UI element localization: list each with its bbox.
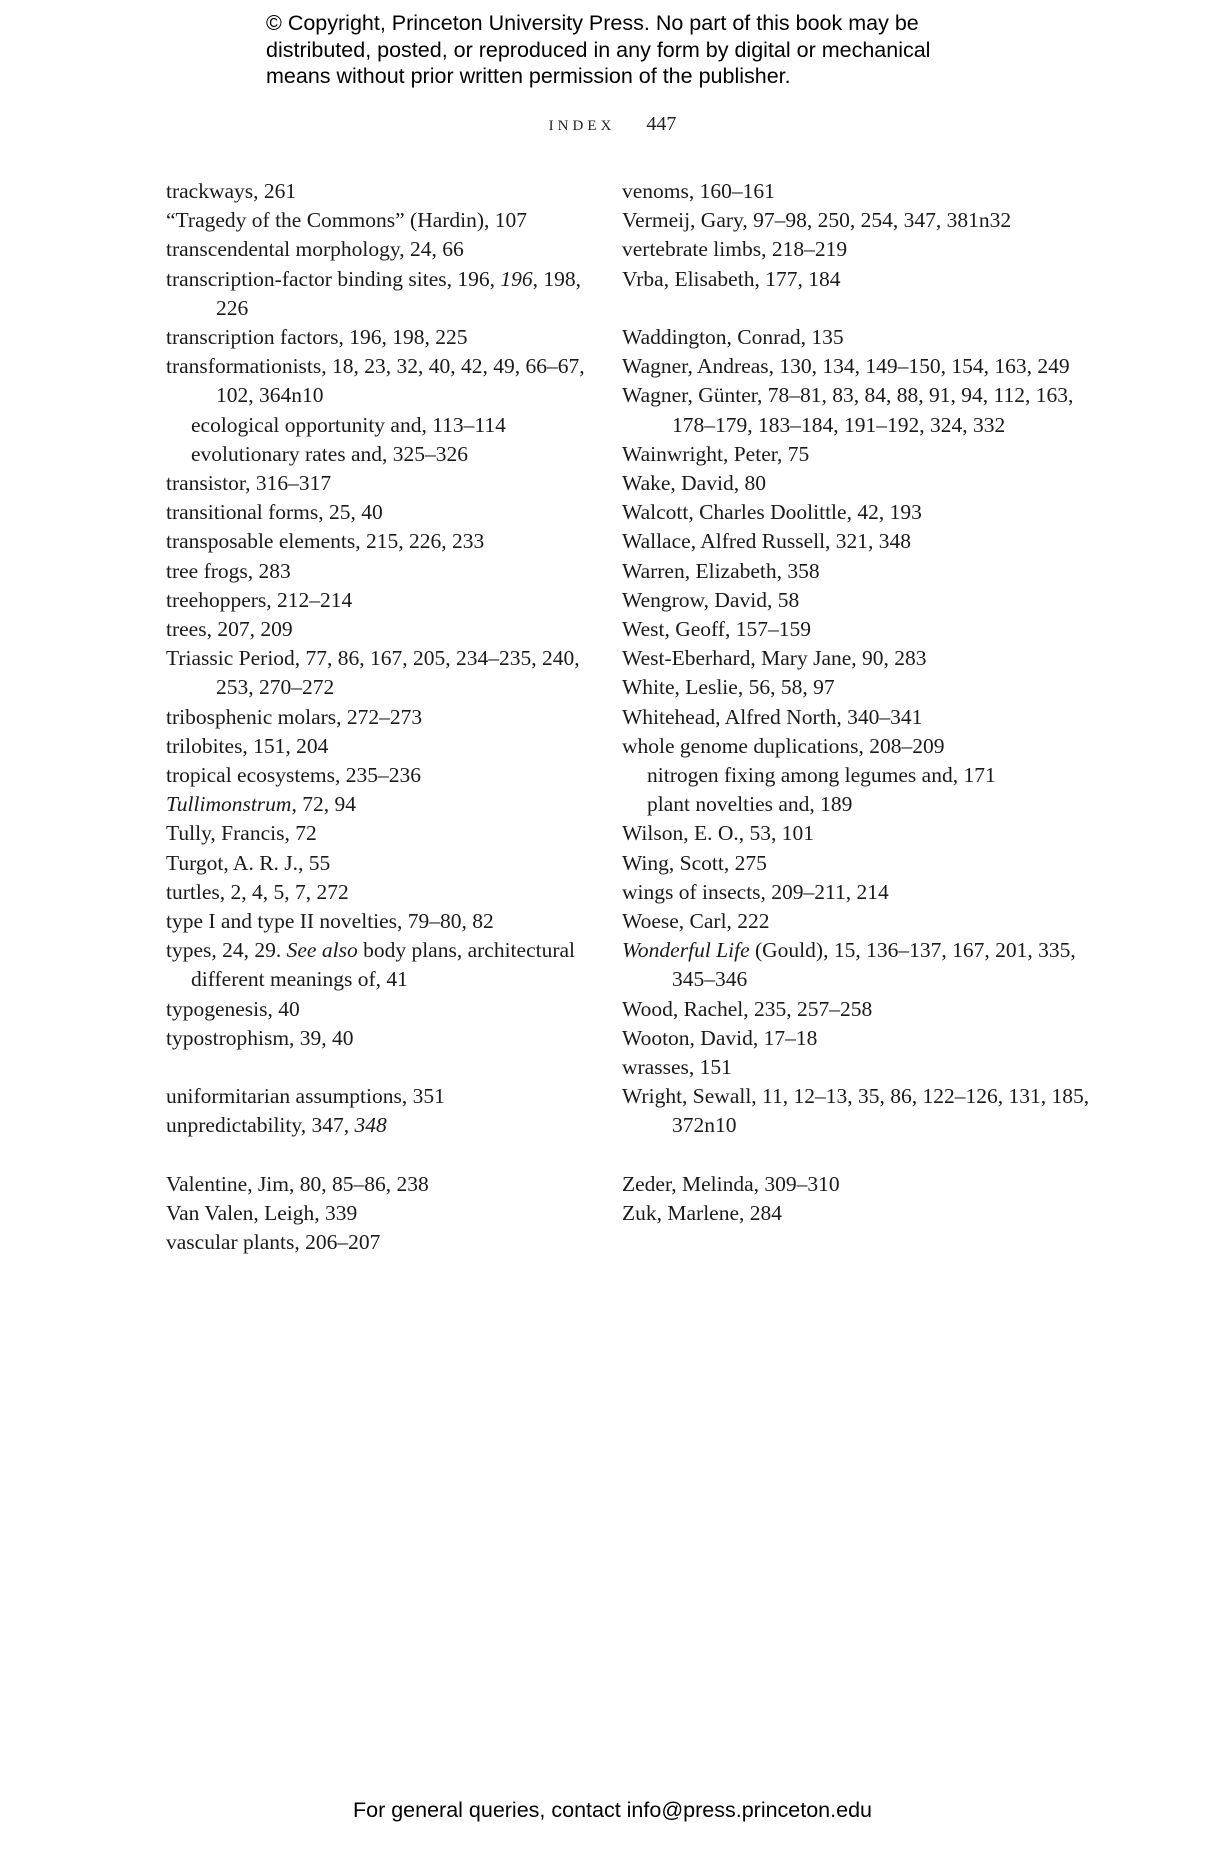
index-entry [622, 1024, 1092, 1053]
index-text: , 72, 94 [291, 792, 356, 817]
index-text: whole genome duplications, 208–209 [622, 733, 945, 758]
index-text: Wilson, E. O., 53, 101 [622, 821, 815, 846]
index-entry [622, 323, 1092, 352]
index-entry [622, 527, 1092, 556]
index-text: wings of insects, 209–211, 214 [622, 879, 889, 904]
index-text: body plans, architectural [357, 938, 576, 963]
letter-group-gap [622, 1141, 1092, 1170]
running-head [0, 113, 1225, 136]
index-entry [622, 849, 1092, 878]
index-text: tropical ecosystems, 235–236 [166, 763, 421, 788]
index-entry [166, 557, 606, 586]
index-entry [622, 644, 1092, 673]
index-entry [166, 1228, 606, 1257]
index-text: ecological opportunity and, 113–114 [191, 412, 506, 437]
index-entry [166, 819, 606, 848]
index-entry [622, 235, 1092, 264]
index-text: Wooton, David, 17–18 [622, 1025, 818, 1050]
index-text: Whitehead, Alfred North, 340–341 [622, 704, 923, 729]
index-entry [622, 557, 1092, 586]
index-entry [622, 265, 1092, 294]
index-text: Warren, Elizabeth, 358 [622, 558, 820, 583]
index-text: Valentine, Jim, 80, 85–86, 238 [166, 1171, 429, 1196]
index-entry [622, 732, 1092, 761]
index-text: nitrogen fixing among legumes and, 171 [647, 763, 996, 788]
index-entry [166, 527, 606, 556]
index-text: wrasses, 151 [622, 1055, 732, 1080]
index-entry [166, 235, 606, 264]
index-text: turtles, 2, 4, 5, 7, 272 [166, 879, 349, 904]
index-text: vascular plants, 206–207 [166, 1230, 381, 1255]
index-text: different meanings of, 41 [191, 967, 408, 992]
letter-group-gap [166, 1141, 606, 1170]
index-text-italic: See also [286, 938, 358, 963]
index-text: Wagner, Andreas, 130, 134, 149–150, 154, 163, 249 [622, 354, 1070, 379]
index-subentry [166, 965, 606, 994]
index-entry [166, 849, 606, 878]
index-entry [622, 381, 1092, 439]
index-entry [166, 790, 606, 819]
index-entry [622, 995, 1092, 1024]
index-entry [622, 936, 1092, 994]
index-text: transitional forms, 25, 40 [166, 500, 383, 525]
index-text: Walcott, Charles Doolittle, 42, 193 [622, 500, 922, 525]
index-text: Wainwright, Peter, 75 [622, 441, 810, 466]
footer-contact: For general queries, contact info@press.princeton.edu [352, 1798, 872, 1822]
index-subentry [622, 790, 1092, 819]
index-text: (Gould), 15, 136–137, 167, 201, 335, 345–346 [672, 938, 1076, 992]
index-entry [622, 673, 1092, 702]
index-text: transformationists, 18, 23, 32, 40, 42, 49, 66–67, 102, 364n10 [166, 354, 585, 408]
index-entry [166, 586, 606, 615]
index-entry [622, 498, 1092, 527]
index-text: Zuk, Marlene, 284 [622, 1201, 783, 1226]
index-text: Zeder, Melinda, 309–310 [622, 1171, 840, 1196]
index-entry [166, 352, 606, 410]
index-text: Van Valen, Leigh, 339 [166, 1201, 358, 1226]
index-entry [166, 732, 606, 761]
index-column-left [166, 177, 606, 1257]
index-text: type I and type II novelties, 79–80, 82 [166, 909, 494, 934]
index-text: trackways, 261 [166, 179, 297, 203]
index-entry [166, 936, 606, 965]
index-entry [166, 1082, 606, 1111]
index-entry [622, 1082, 1092, 1140]
index-entry [166, 323, 606, 352]
index-subentry [622, 761, 1092, 790]
index-entry [166, 265, 606, 323]
index-text: transcendental morphology, 24, 66 [166, 237, 464, 262]
index-text: treehoppers, 212–214 [166, 587, 353, 612]
index-entry [166, 1024, 606, 1053]
index-entry [622, 440, 1092, 469]
index-text: Wallace, Alfred Russell, 321, 348 [622, 529, 912, 554]
index-text: evolutionary rates and, 325–326 [191, 441, 469, 466]
index-text: transcription-factor binding sites, 196, [166, 266, 501, 291]
index-entry [622, 206, 1092, 235]
index-text: tree frogs, 283 [166, 558, 291, 583]
index-entry [166, 644, 606, 702]
index-text: plant novelties and, 189 [647, 792, 853, 817]
index-entry [166, 1111, 606, 1140]
index-text: “Tragedy of the Commons” (Hardin), 107 [166, 208, 528, 233]
index-text: Wood, Rachel, 235, 257–258 [622, 996, 873, 1021]
index-entry [166, 1170, 606, 1199]
page-number: 447 [646, 113, 677, 135]
index-entry [166, 177, 606, 206]
index-text: Vermeij, Gary, 97–98, 250, 254, 347, 381n32 [622, 208, 1012, 233]
running-head-label: INDEX [548, 118, 616, 134]
index-text: venoms, 160–161 [622, 179, 775, 203]
index-column-right [622, 177, 1092, 1228]
index-entry [622, 177, 1092, 206]
index-text: Wengrow, David, 58 [622, 587, 800, 612]
index-text: types, 24, 29. [166, 938, 287, 963]
index-text: West, Geoff, 157–159 [622, 617, 811, 642]
index-entry [622, 615, 1092, 644]
index-text: Turgot, A. R. J., 55 [166, 850, 331, 875]
index-entry [166, 703, 606, 732]
index-text: uniformitarian assumptions, 351 [166, 1084, 445, 1109]
index-text: typogenesis, 40 [166, 996, 300, 1021]
index-entry [622, 469, 1092, 498]
index-entry [622, 878, 1092, 907]
index-text: trilobites, 151, 204 [166, 733, 329, 758]
index-text: Wake, David, 80 [622, 471, 766, 496]
index-text-italic: Tullimonstrum [166, 792, 292, 817]
letter-group-gap [622, 294, 1092, 323]
index-entry [622, 1199, 1092, 1228]
index-subentry [166, 411, 606, 440]
index-text: vertebrate limbs, 218–219 [622, 237, 848, 262]
index-text: transistor, 316–317 [166, 471, 332, 496]
index-entry [166, 498, 606, 527]
index-entry [622, 586, 1092, 615]
index-text: Tully, Francis, 72 [166, 821, 317, 846]
index-entry [166, 1199, 606, 1228]
index-entry [622, 819, 1092, 848]
index-text: trees, 207, 209 [166, 617, 293, 642]
index-text: Woese, Carl, 222 [622, 909, 770, 934]
letter-group-gap [166, 1053, 606, 1082]
index-text: Wing, Scott, 275 [622, 850, 767, 875]
index-entry [622, 1170, 1092, 1199]
index-text: typostrophism, 39, 40 [166, 1025, 354, 1050]
index-text-italic: Wonderful Life [622, 938, 750, 963]
index-text: unpredictability, 347, [166, 1113, 355, 1138]
index-entry [166, 615, 606, 644]
index-text: transposable elements, 215, 226, 233 [166, 529, 485, 554]
index-entry [166, 878, 606, 907]
index-entry [166, 469, 606, 498]
index-entry [622, 1053, 1092, 1082]
index-entry [166, 995, 606, 1024]
index-text: Wagner, Günter, 78–81, 83, 84, 88, 91, 94, 112, 163, 178–179, 183–184, 191–192, 324, 332 [622, 383, 1074, 437]
index-text: White, Leslie, 56, 58, 97 [622, 675, 835, 700]
index-entry [166, 206, 606, 235]
index-text: Waddington, Conrad, 135 [622, 325, 844, 349]
index-text: West-Eberhard, Mary Jane, 90, 283 [622, 646, 927, 671]
index-text-italic: 348 [354, 1113, 387, 1138]
index-entry [622, 352, 1092, 381]
index-subentry [166, 440, 606, 469]
index-entry [166, 761, 606, 790]
index-entry [622, 907, 1092, 936]
index-text: , 198, 226 [216, 266, 581, 320]
index-text: Wright, Sewall, 11, 12–13, 35, 86, 122–126, 131, 185, 372n10 [622, 1084, 1090, 1138]
index-text: Triassic Period, 77, 86, 167, 205, 234–235, 240, 253, 270–272 [166, 646, 580, 700]
index-entry [166, 907, 606, 936]
index-text: tribosphenic molars, 272–273 [166, 704, 423, 729]
index-entry [622, 703, 1092, 732]
index-text-italic: 196 [500, 266, 533, 291]
index-text: Vrba, Elisabeth, 177, 184 [622, 266, 841, 291]
copyright-notice: © Copyright, Princeton University Press. No part of this book may be distributed, posted, or reproduced in any form by digital or mechanical means without prior written permission of the publisher. [266, 11, 931, 88]
index-text: transcription factors, 196, 198, 225 [166, 325, 468, 350]
